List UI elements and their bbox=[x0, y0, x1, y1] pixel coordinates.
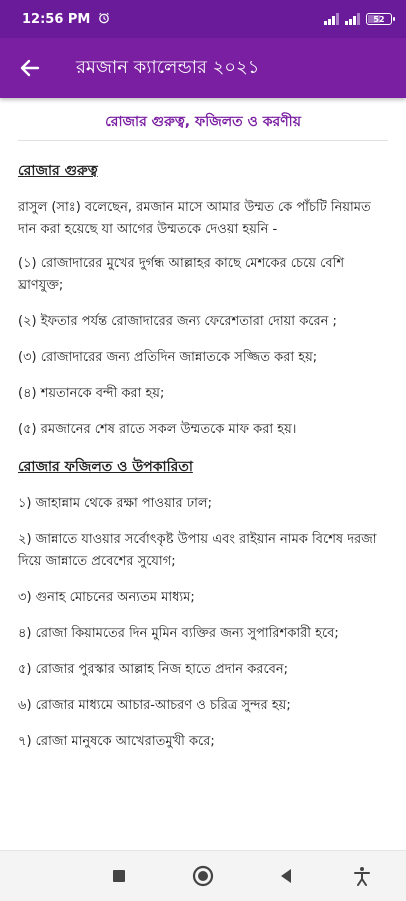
list-item: ১) জাহান্নাম থেকে রক্ষা পাওয়ার ঢাল; bbox=[18, 496, 212, 511]
home-button[interactable] bbox=[191, 864, 215, 888]
app-bar bbox=[0, 38, 406, 98]
intro-paragraph: রাসুল (সাঃ) বলেছেন, রমজান মাসে আমার উম্মত কে পাঁচটি নিয়ামত দান করা হয়েছে যা আগের উম্মতকে দেওয়া হয়নি - bbox=[18, 200, 371, 237]
list-item: ৩) গুনাহ মোচনের অন্যতম মাধ্যম; bbox=[18, 590, 195, 605]
article-body bbox=[0, 141, 406, 753]
list-item: (৪) শয়তানকে বন্দী করা হয়; bbox=[18, 386, 165, 401]
list-item: ৭) রোজা মানুষকে আখেরাতমুখী করে; bbox=[18, 734, 215, 749]
list-item: (৫) রমজানের শেষ রাতে সকল উম্মতকে মাফ করা হয়। bbox=[18, 422, 297, 437]
signal-icon bbox=[324, 13, 339, 25]
square-recents-icon bbox=[112, 869, 126, 883]
status-icons bbox=[324, 13, 392, 25]
list-item: (২) ইফতার পর্যন্ত রোজাদারের জন্য ফেরেশতারা দোয়া করেন ; bbox=[18, 314, 337, 329]
battery-level: 52 bbox=[373, 14, 385, 24]
nav-back-button[interactable] bbox=[274, 864, 298, 888]
triangle-back-icon bbox=[279, 868, 293, 884]
status-time: 12:56 PM bbox=[22, 11, 91, 27]
back-button[interactable] bbox=[0, 38, 60, 98]
list-item: ২) জান্নাতে যাওয়ার সর্বোৎকৃষ্ট উপায় এবং রাইয়ান নামক বিশেষ দরজা দিয়ে জান্নাতে প্রবেশের সুযোগ; bbox=[18, 532, 377, 569]
alarm-clock-icon bbox=[98, 12, 110, 27]
signal-icon bbox=[345, 13, 360, 25]
app-title: রমজান ক্যালেন্ডার ২০২১ bbox=[76, 56, 260, 78]
accessibility-button[interactable] bbox=[350, 864, 374, 888]
section-title-virtues: রোজার ফজিলত ও উপকারিতা bbox=[18, 459, 193, 475]
battery-icon bbox=[366, 13, 392, 25]
article-content[interactable] bbox=[0, 98, 406, 850]
accessibility-icon bbox=[353, 866, 371, 886]
list-item: ৫) রোজার পুরস্কার আল্লাহ নিজ হাতে প্রদান করবেন; bbox=[18, 662, 289, 677]
recents-button[interactable] bbox=[107, 864, 131, 888]
list-item: ৬) রোজার মাধ্যমে আচার-আচরণ ও চরিত্র সুন্দর হয়; bbox=[18, 698, 291, 713]
circle-home-icon bbox=[192, 865, 214, 887]
section-title-importance: রোজার গুরুত্ব bbox=[18, 163, 98, 179]
list-item: (১) রোজাদারের মুখের দুর্গন্ধ আল্লাহর কাছে মেশকের চেয়ে বেশি ঘ্রাণযুক্ত; bbox=[18, 256, 345, 293]
list-item: (৩) রোজাদারের জন্য প্রতিদিন জান্নাতকে সজ্জিত করা হয়; bbox=[18, 350, 318, 365]
system-nav-bar bbox=[0, 850, 406, 901]
status-bar bbox=[0, 0, 406, 38]
arrow-back-icon bbox=[19, 57, 41, 79]
list-item: ৪) রোজা কিয়ামতের দিন মুমিন ব্যক্তির জন্য সুপারিশকারী হবে; bbox=[18, 626, 339, 641]
page-heading: রোজার গুরুত্ব, ফজিলত ও করণীয় bbox=[105, 114, 301, 130]
